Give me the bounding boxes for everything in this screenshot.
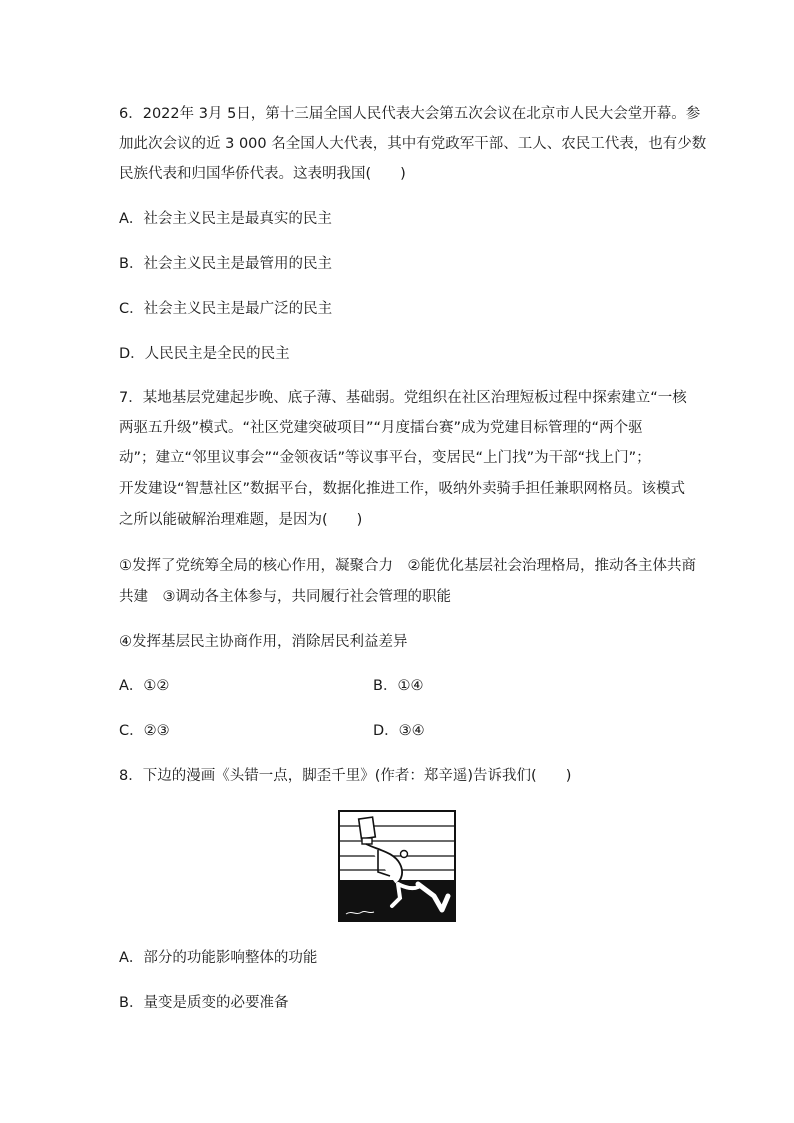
q6-option-a: A．社会主义民主是最真实的民主	[119, 211, 332, 227]
q8-option-b: B．量变是质变的必要准备	[119, 995, 289, 1011]
q6-option-d: D．人民民主是全民的民主	[119, 346, 290, 362]
q6-line-1: 6．2022年 3月 5日，第十三届全国人民代表大会第五次会议在北京市人民大会堂开幕。参	[119, 106, 701, 122]
cartoon-drawing	[338, 810, 456, 922]
q7-line-4: 开发建设“智慧社区”数据平台，数据化推进工作，吸纳外卖骑手担任兼职网格员。该模式	[119, 481, 686, 497]
q6-option-b: B．社会主义民主是最管用的民主	[119, 256, 332, 272]
q7-statement-1: ①发挥了党统筹全局的核心作用，凝聚合力 ②能优化基层社会治理格局，推动各主体共商	[119, 558, 696, 574]
cartoon-image	[338, 810, 456, 922]
q8-option-a: A．部分的功能影响整体的功能	[119, 950, 318, 966]
q6-line-2: 加此次会议的近 3 000 名全国人大代表，其中有党政军干部、工人、农民工代表，也有少数	[119, 136, 707, 152]
q6-option-c: C．社会主义民主是最广泛的民主	[119, 301, 333, 317]
q7-option-b: B．①④	[373, 678, 424, 694]
q7-statement-2: 共建 ③调动各主体参与，共同履行社会管理的职能	[119, 589, 451, 605]
q7-option-c: C．②③	[119, 723, 170, 739]
q7-line-1: 7．某地基层党建起步晚、底子薄、基础弱。党组织在社区治理短板过程中探索建立“一核	[119, 390, 687, 406]
q7-line-5: 之所以能破解治理难题，是因为( )	[119, 512, 363, 528]
q6-line-3: 民族代表和归国华侨代表。这表明我国( )	[119, 166, 406, 182]
q7-line-2: 两驱五升级”模式。“社区党建突破项目”“月度擂台赛”成为党建目标管理的“两个驱	[119, 420, 643, 436]
q7-option-a: A．①②	[119, 678, 170, 694]
q8-stem: 8．下边的漫画《头错一点，脚歪千里》(作者：郑辛遥)告诉我们( )	[119, 768, 572, 784]
q7-option-d: D．③④	[373, 723, 425, 739]
q7-statement-3: ④发挥基层民主协商作用，消除居民利益差异	[119, 634, 408, 650]
q7-line-3: 动”；建立“邻里议事会”“金领夜话”等议事平台，变居民“上门找”为干部“找上门”；	[119, 450, 651, 466]
